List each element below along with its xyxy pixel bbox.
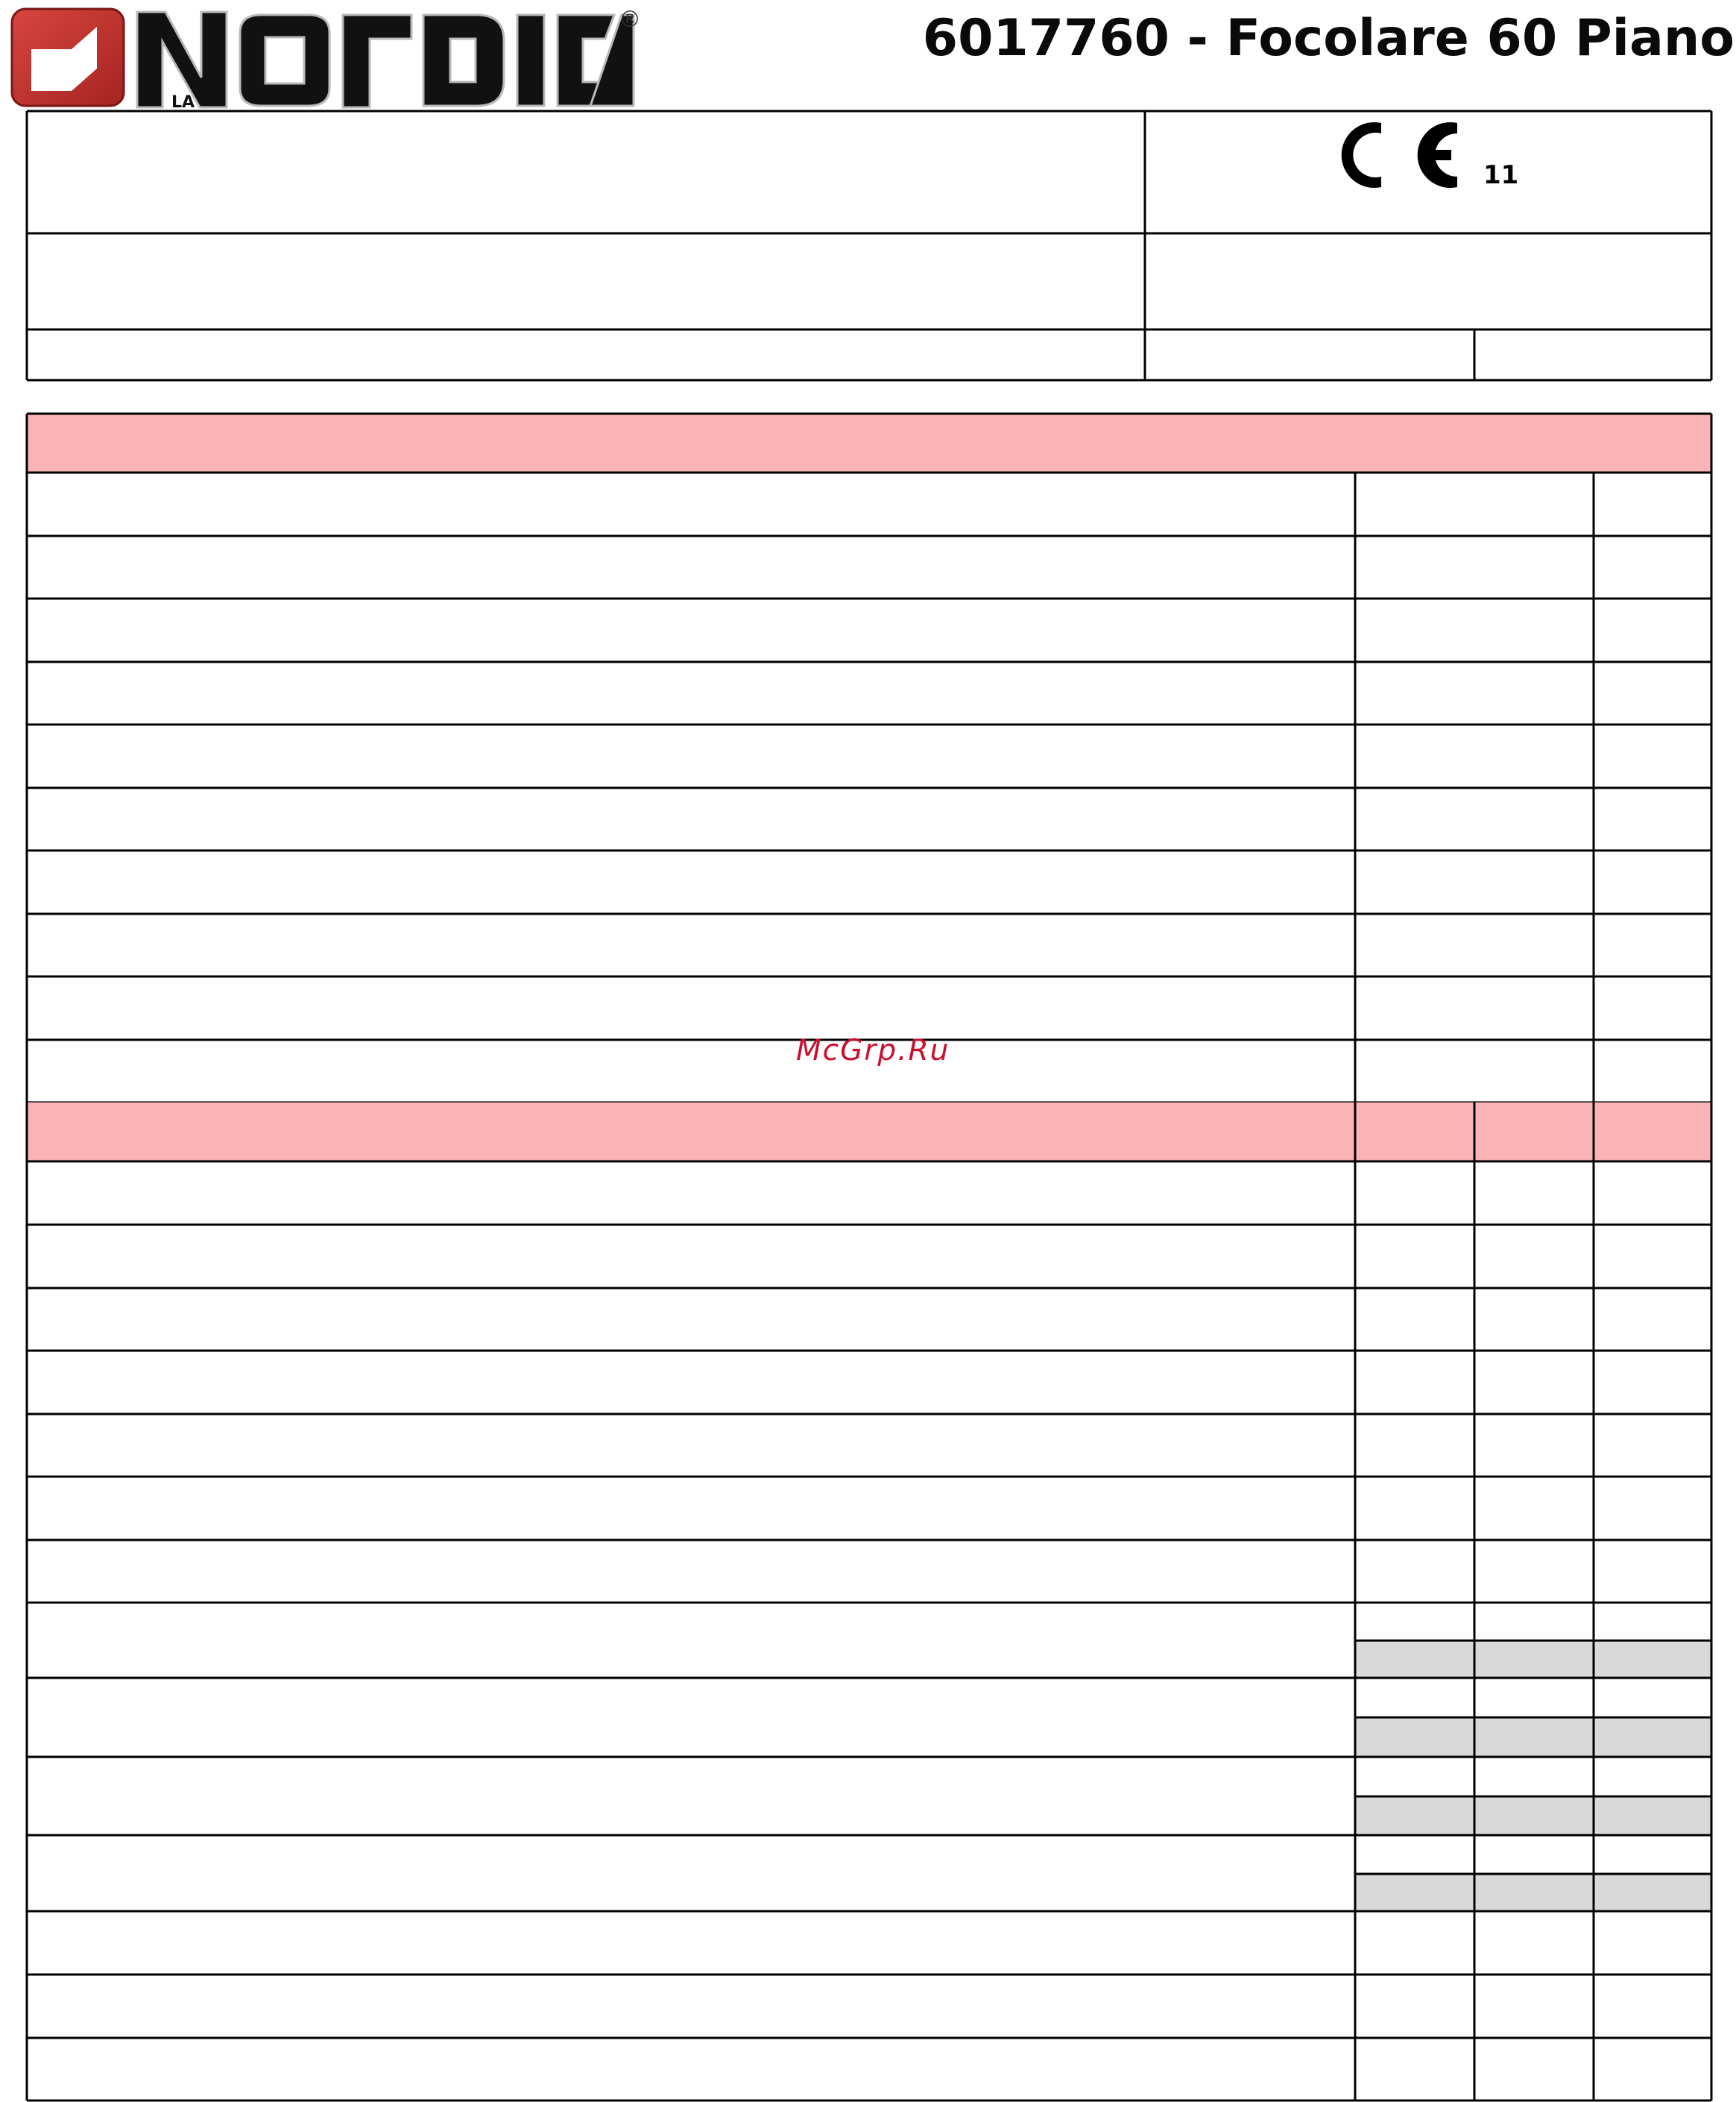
section-two-header-band xyxy=(27,1102,1711,1161)
ce-notified-body-number: 11 xyxy=(1483,160,1519,190)
section-one-header-band xyxy=(27,414,1711,473)
svg-text:LA: LA xyxy=(171,93,195,112)
shaded-value-cell xyxy=(1355,1641,1711,1677)
shaded-value-cell xyxy=(1355,1717,1711,1757)
watermark-text: McGrp.Ru xyxy=(796,1034,950,1067)
shaded-value-cell xyxy=(1355,1796,1711,1835)
document-title: 6017760 - Focolare 60 Piano xyxy=(922,9,1735,68)
shaded-value-cell xyxy=(1355,1874,1711,1911)
svg-text:®: ® xyxy=(619,7,641,33)
